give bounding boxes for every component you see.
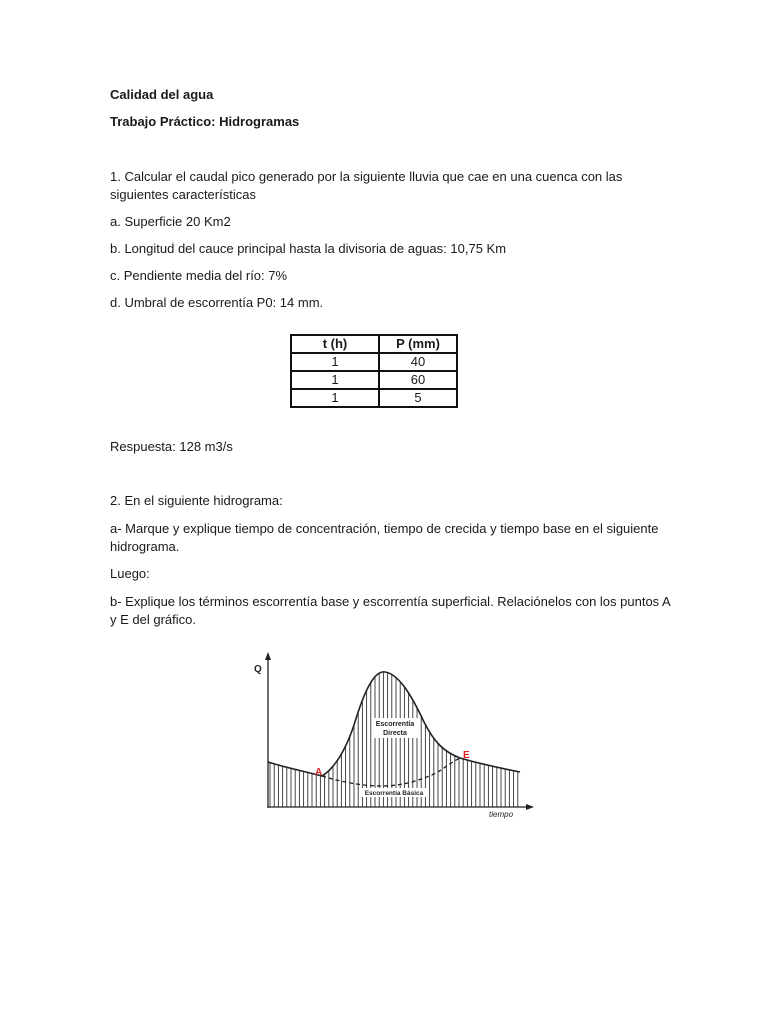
question-1-answer: Respuesta: 128 m3/s	[110, 439, 233, 454]
point-e-label: E	[463, 750, 470, 761]
table-row	[291, 371, 457, 389]
x-axis-arrow	[526, 804, 534, 810]
table-cell-time: 1	[291, 353, 379, 371]
hydrograph-svg	[232, 640, 536, 836]
table-cell-time: 1	[291, 389, 379, 407]
question-1-item-d: d. Umbral de escorrentía P0: 14 mm.	[110, 295, 324, 310]
base-runoff-label: Escorrentía Básica	[364, 790, 424, 797]
table-header-row	[291, 335, 457, 353]
direct-runoff-label-line-1: Escorrentía	[375, 721, 415, 728]
question-2-statement: 2. En el siguiente hidrograma:	[110, 493, 283, 508]
question-1-item-b: b. Longitud del cauce principal hasta la divisoria de aguas: 10,75 Km	[110, 241, 507, 256]
y-axis-arrow	[265, 652, 271, 660]
question-1-item-a: a. Superficie 20 Km2	[110, 214, 231, 229]
hydrograph-figure	[232, 640, 536, 841]
baseflow-separation-line	[322, 758, 460, 786]
question-1-item-c: c. Pendiente media del río: 7%	[110, 268, 288, 283]
y-axis-label: Q	[254, 664, 262, 675]
x-axis-label: tiempo	[489, 810, 514, 819]
assignment-title: Trabajo Práctico: Hidrogramas	[110, 114, 300, 129]
table-header-precipitation: P (mm)	[379, 335, 457, 353]
question-1-statement: 1. Calcular el caudal pico generado por la siguiente lluvia que cae en una cuenca con las siguientes características	[110, 169, 623, 202]
question-2-part-b: b- Explique los términos escorrentía base y escorrentía superficial. Relaciónelos con los puntos A y E del gráfico.	[110, 594, 671, 627]
rainfall-table	[290, 334, 458, 408]
table-cell-precipitation: 40	[379, 353, 457, 371]
table-cell-time: 1	[291, 371, 379, 389]
point-a-label: A	[315, 767, 323, 778]
table-cell-precipitation: 60	[379, 371, 457, 389]
table-row	[291, 353, 457, 371]
course-title: Calidad del agua	[110, 87, 214, 102]
table-cell-precipitation: 5	[379, 389, 457, 407]
direct-runoff-label-line-2: Directa	[383, 730, 407, 737]
question-2-part-a: a- Marque y explique tiempo de concentración, tiempo de crecida y tiempo base en el siguiente hidrograma.	[110, 521, 659, 554]
table-row	[291, 389, 457, 407]
question-2-then: Luego:	[110, 566, 150, 581]
table-header-time: t (h)	[291, 335, 379, 353]
